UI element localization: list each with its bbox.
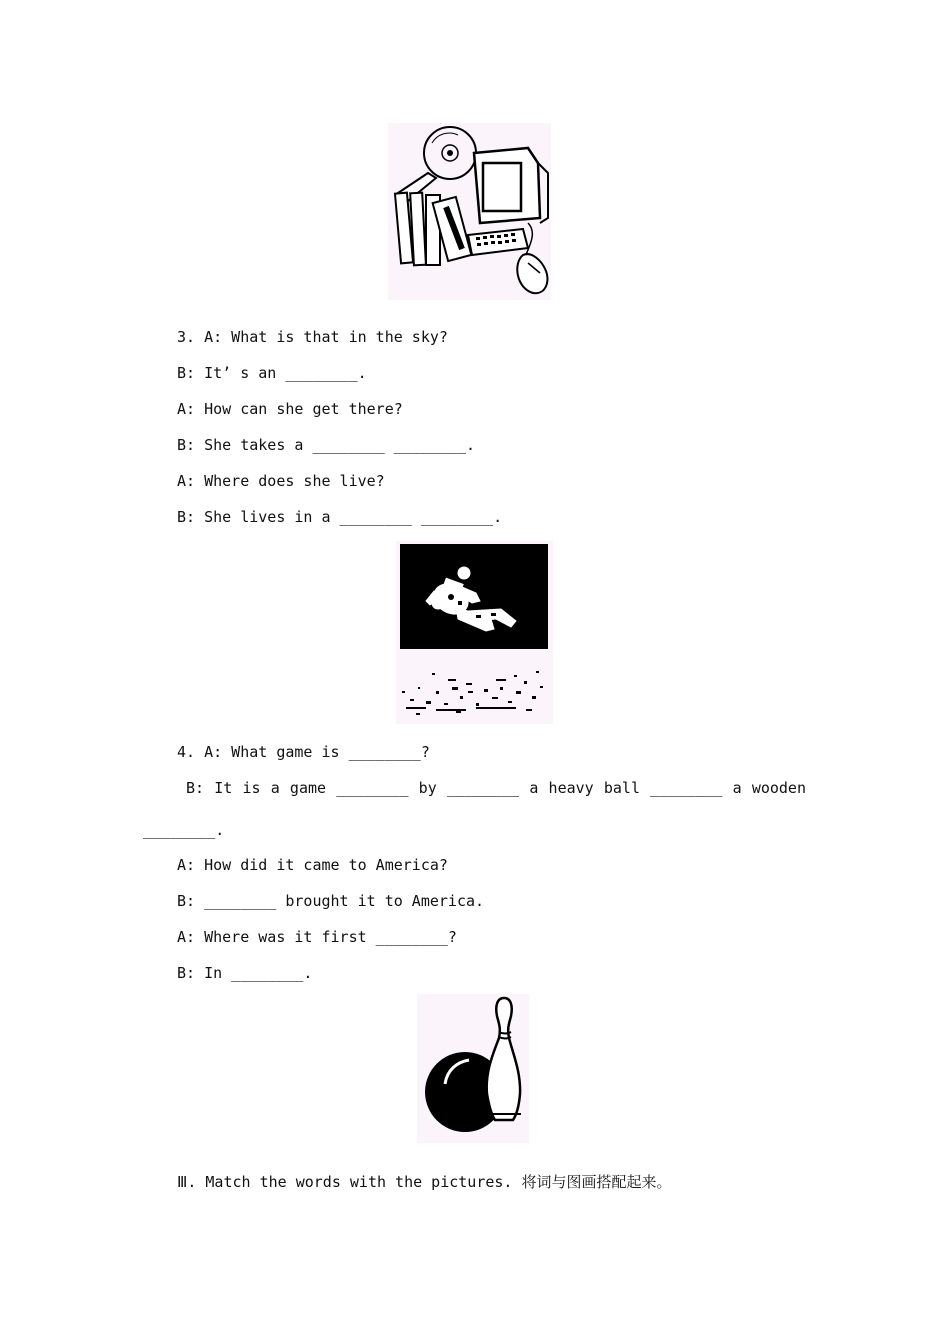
bowling-ball-pin-icon (417, 994, 529, 1143)
q3-line-6: B: She lives in a ________ ________. (177, 508, 503, 526)
q3-line-2: B: It’ s an ________. (177, 364, 367, 382)
astronaut-space-icon (396, 541, 553, 724)
q4-line-6: B: In ________. (177, 964, 313, 982)
q3-line-4: B: She takes a ________ ________. (177, 436, 476, 454)
computer-books-cd-icon (388, 123, 551, 300)
q4-line-1: 4. A: What game is ________? (177, 743, 430, 761)
q4-line-2: B: It is a game ________ by ________ a heavy ball ________ a wooden (186, 779, 806, 797)
q4-line-2-continued: ________. (143, 821, 225, 839)
bowling-picture (417, 994, 529, 1143)
q4-line-5: A: Where was it first ________? (177, 928, 457, 946)
q4-line-4: B: ________ brought it to America. (177, 892, 485, 910)
q4-line-3: A: How did it came to America? (177, 856, 448, 874)
section-3-heading: Ⅲ. Match the words with the pictures. 将词与图画搭配起来。 (177, 1173, 672, 1191)
astronaut-picture (396, 541, 553, 724)
q3-line-5: A: Where does she live? (177, 472, 385, 490)
q3-line-1: 3. A: What is that in the sky? (177, 328, 448, 346)
computer-books-picture (388, 123, 551, 300)
q3-line-3: A: How can she get there? (177, 400, 403, 418)
